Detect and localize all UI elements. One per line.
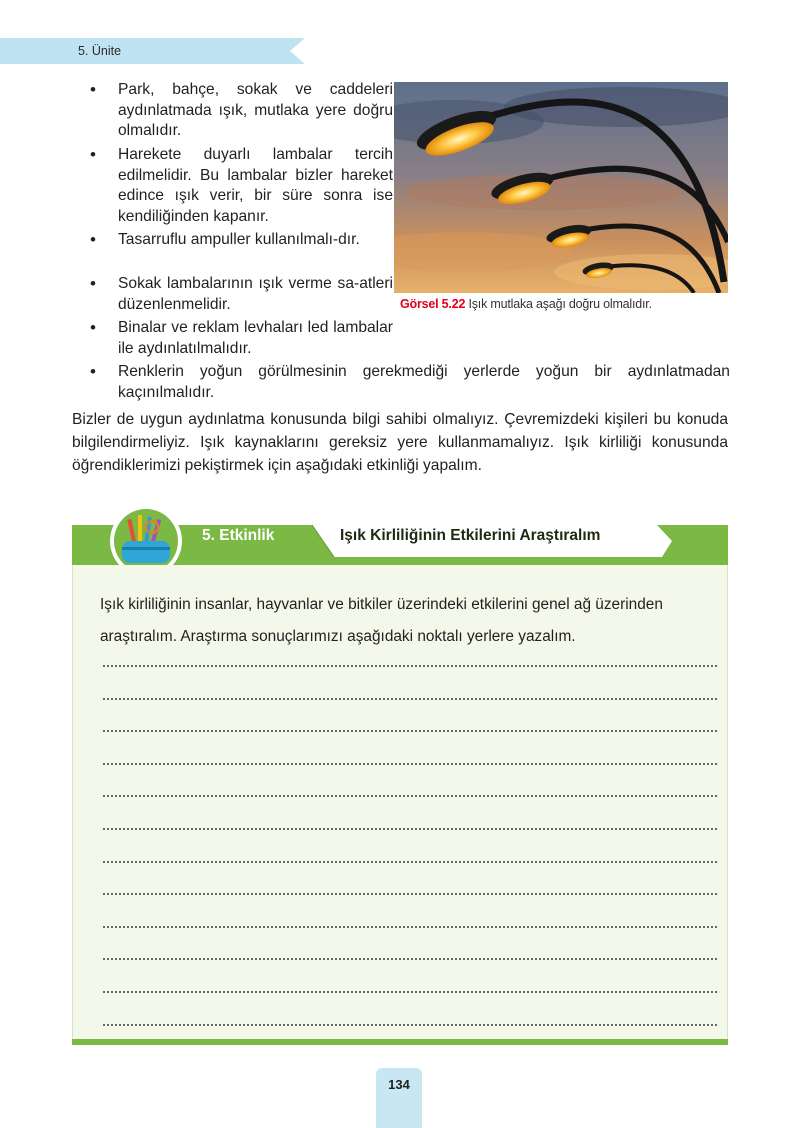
- answer-line[interactable]: [102, 698, 719, 700]
- activity-number: 5. Etkinlik: [202, 527, 275, 544]
- answer-line[interactable]: [102, 991, 719, 993]
- figure-caption-text: Işık mutlaka aşağı doğru olmalıdır.: [468, 297, 652, 311]
- unit-header-tab: [0, 38, 305, 64]
- list-item: • Tasarruflu ampuller kullanılmalı-dır.: [90, 230, 393, 251]
- figure-caption: [400, 297, 652, 311]
- answer-line[interactable]: [102, 795, 719, 797]
- list-item: • Binalar ve reklam levhaları led lambalar ile aydınlatılmalıdır.: [90, 318, 393, 359]
- list-item: • Sokak lambalarının ışık verme sa-atleri düzenlenmelidir.: [90, 274, 393, 315]
- answer-line[interactable]: [102, 665, 719, 667]
- answer-line[interactable]: [102, 763, 719, 765]
- answer-line[interactable]: [102, 828, 719, 830]
- list-item: • Renklerin yoğun görülmesinin gerekmediği yerlerde yoğun bir aydınlatmadan kaçınılmalıdır.: [90, 362, 730, 403]
- body-paragraph: Bizler de uygun aydınlatma konusunda bilgi sahibi olmalıyız. Çevremizdeki kişileri bu konuda bilgilendirmeliyiz. Işık kaynaklarını gereksiz yere kullanmamalıyız. Işık kirliliği konusunda öğrendiklerimizi pekiştirmek için aşağıdaki etkinliği yapalım.: [72, 411, 728, 474]
- answer-line[interactable]: [102, 893, 719, 895]
- answer-line[interactable]: [102, 1024, 719, 1026]
- activity-box: [72, 517, 728, 1047]
- answer-line[interactable]: [102, 926, 719, 928]
- answer-line[interactable]: [102, 730, 719, 732]
- figure-label: Görsel 5.22: [400, 297, 466, 311]
- activity-title: Işık Kirliliğinin Etkilerini Araştıralım: [340, 527, 601, 544]
- answer-line[interactable]: [102, 958, 719, 960]
- list-item: • Park, bahçe, sokak ve caddeleri aydınlatmada ışık, mutlaka yere doğru olmalıdır.: [90, 80, 393, 142]
- unit-label: 5. Ünite: [78, 44, 122, 58]
- activity-instructions: Işık kirliliğinin insanlar, hayvanlar ve bitkiler üzerindeki etkilerini genel ağ üzerinden araştıralım. Araştırma sonuçlarımızı aşağıdaki noktalı yerlere yazalım.: [100, 596, 663, 645]
- activity-bottom-bar: [72, 1039, 728, 1045]
- answer-line[interactable]: [102, 861, 719, 863]
- list-item: • Harekete duyarlı lambalar tercih edilmelidir. Bu lambalar bizler hareket edince ışık verir, bir süre sonra ise kendiliğinden kapanır.: [90, 145, 393, 227]
- street-lamps-photo: [394, 82, 728, 293]
- page-number: 134: [388, 1077, 410, 1092]
